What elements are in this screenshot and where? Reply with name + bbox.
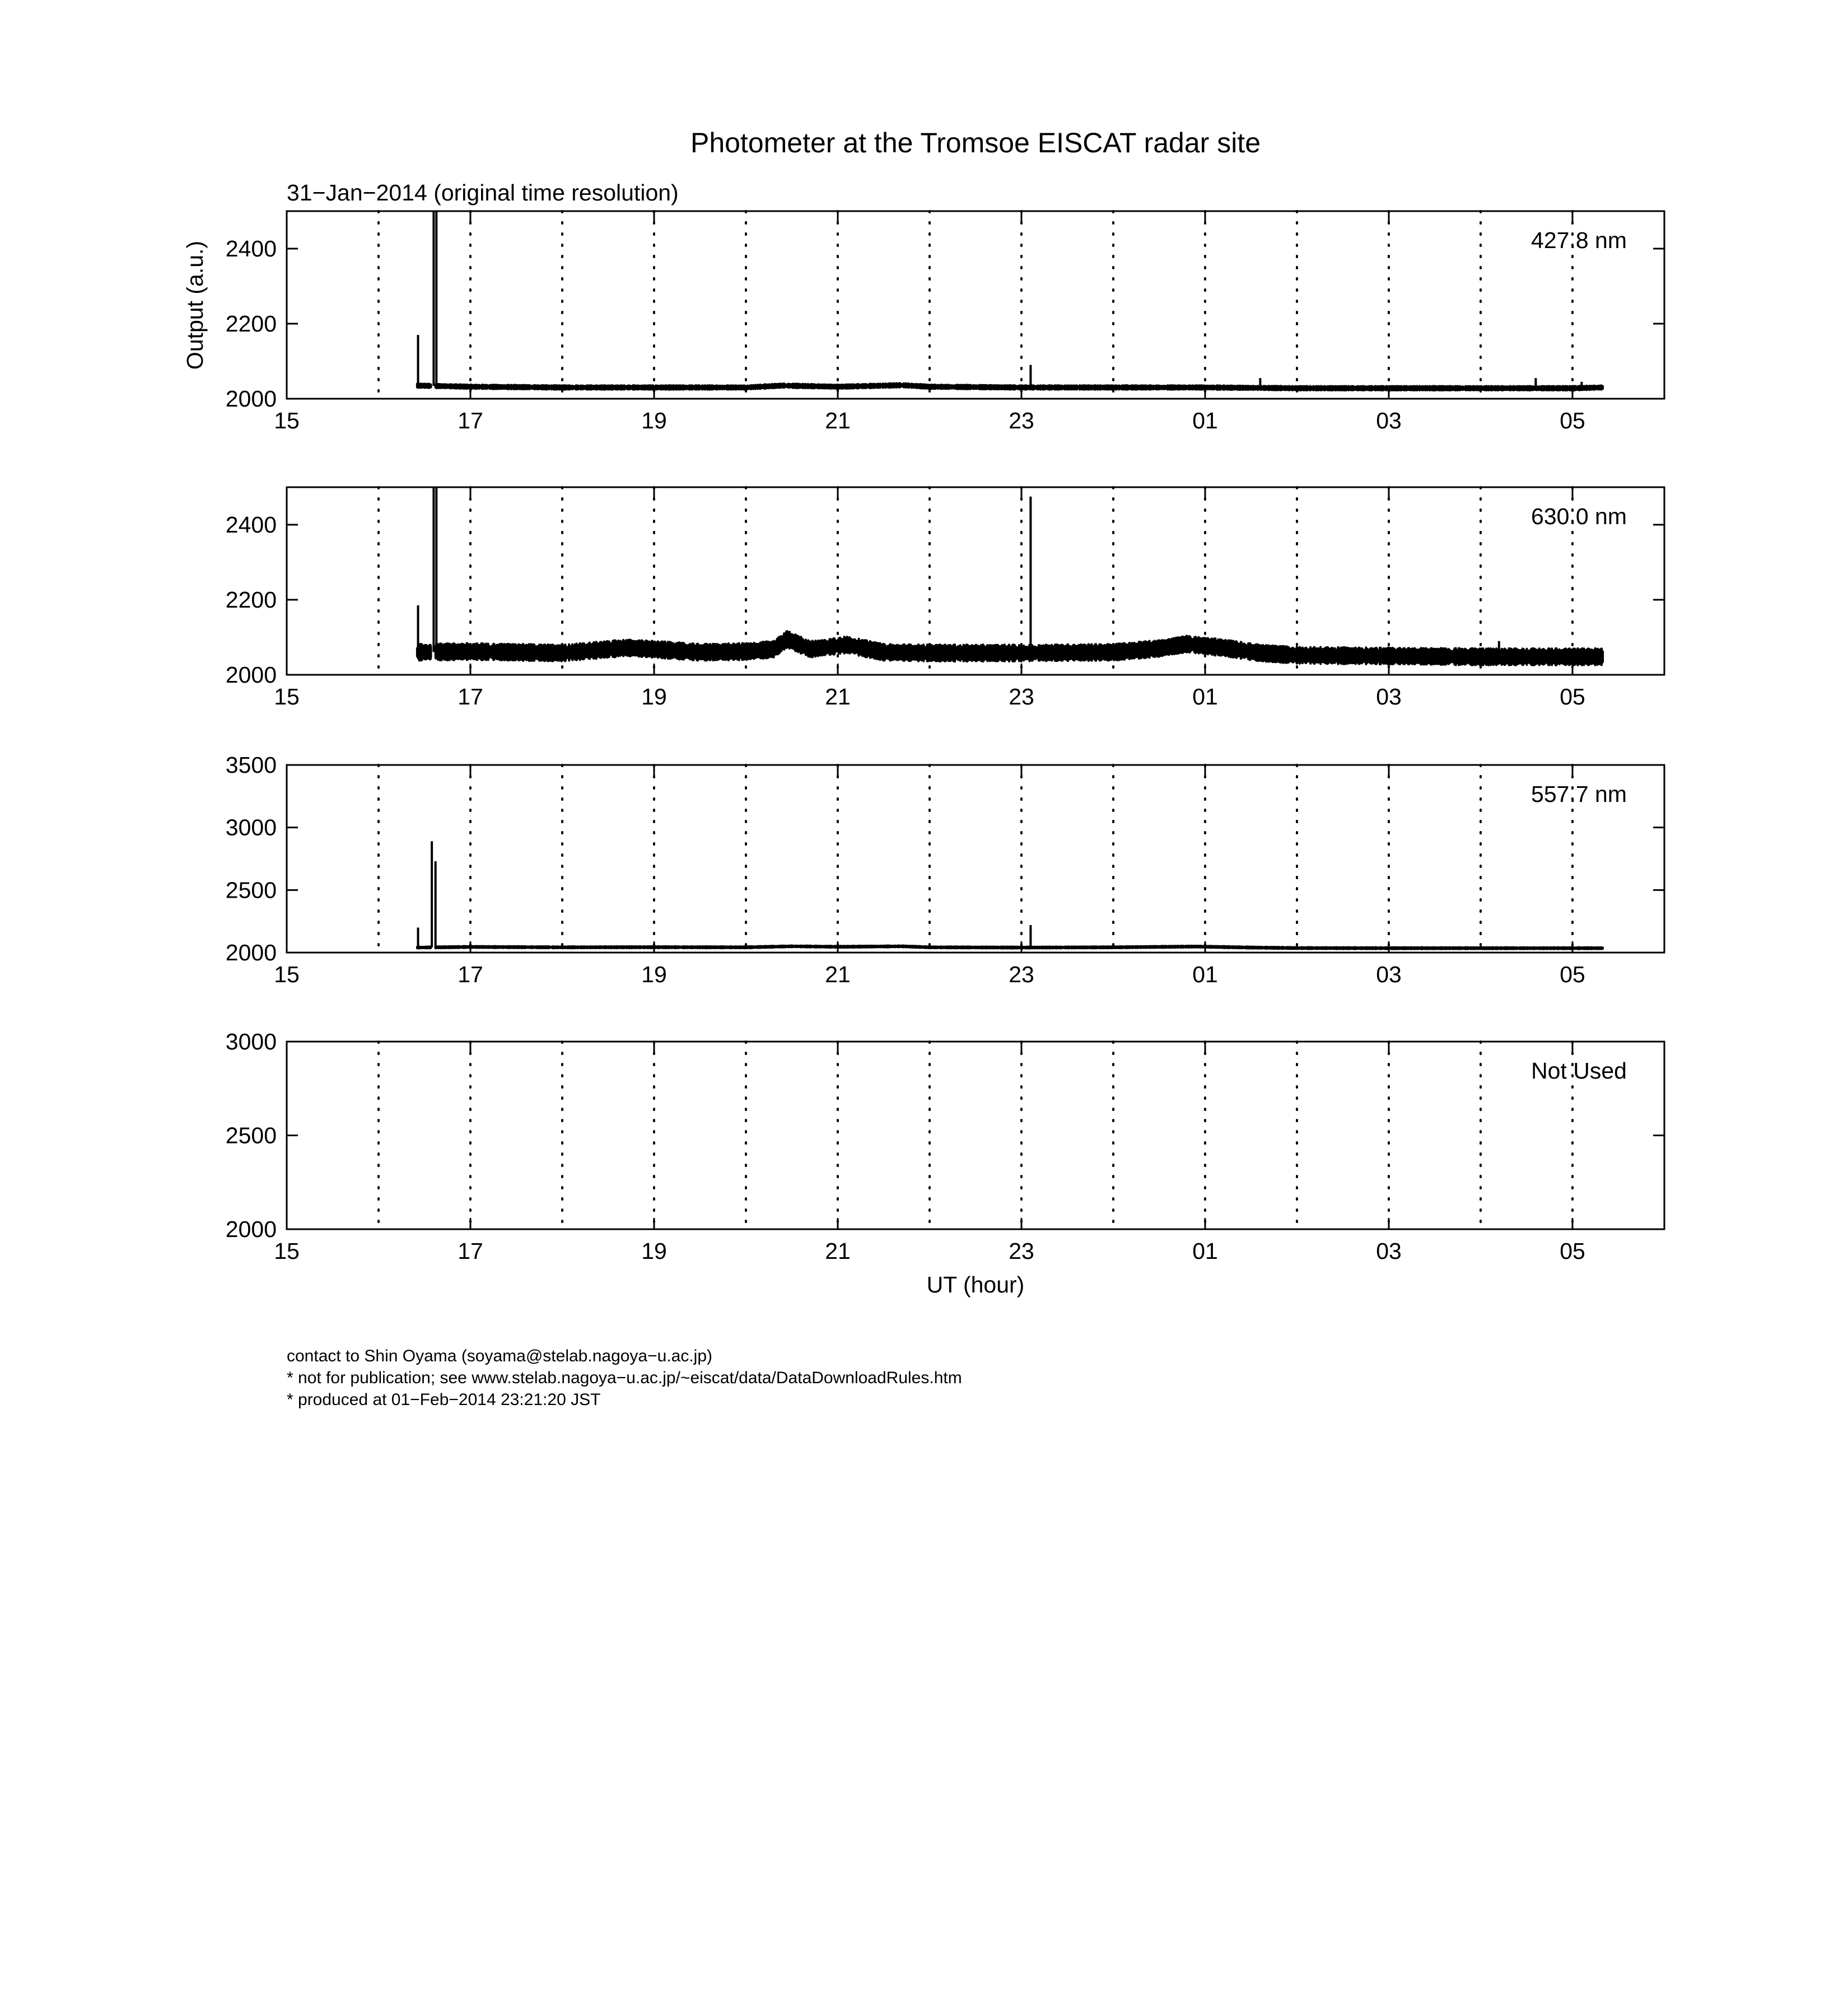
x-tick-label: 01 xyxy=(1192,962,1218,987)
panel-1 xyxy=(226,211,1664,433)
x-tick-label: 19 xyxy=(641,684,667,710)
x-tick-label: 15 xyxy=(274,962,300,987)
x-tick-label: 15 xyxy=(274,684,300,710)
x-tick-label: 21 xyxy=(825,962,851,987)
panel-wavelength-label: 427.8 nm xyxy=(1531,227,1627,253)
y-tick-label: 2200 xyxy=(225,311,277,337)
y-tick-label: 2000 xyxy=(225,940,277,965)
x-tick-label: 01 xyxy=(1192,1238,1218,1264)
chart-title: Photometer at the Tromsoe EISCAT radar site xyxy=(690,127,1261,158)
panel-2 xyxy=(226,487,1664,710)
panel-data xyxy=(417,487,1603,665)
x-tick-label: 05 xyxy=(1560,408,1585,433)
x-tick-label: 05 xyxy=(1560,1238,1585,1264)
y-axis-label: Output (a.u.) xyxy=(182,240,208,370)
series-band xyxy=(436,383,1603,390)
x-tick-label: 03 xyxy=(1376,1238,1402,1264)
x-tick-label: 19 xyxy=(641,408,667,433)
x-tick-label: 17 xyxy=(458,1238,483,1264)
x-tick-label: 19 xyxy=(641,962,667,987)
panel-frame xyxy=(287,765,1664,953)
x-tick-label: 01 xyxy=(1192,408,1218,433)
x-tick-label: 23 xyxy=(1009,962,1034,987)
x-tick-label: 05 xyxy=(1560,684,1585,710)
x-tick-label: 21 xyxy=(825,684,851,710)
footer-publication-note: * not for publication; see www.stelab.nagoya−u.ac.jp/~eiscat/data/DataDownloadRules.htm xyxy=(287,1369,962,1387)
footer-produced-at: * produced at 01−Feb−2014 23:21:20 JST xyxy=(287,1390,601,1409)
panel-frame xyxy=(287,1042,1664,1229)
y-tick-label: 2500 xyxy=(225,1122,277,1149)
x-tick-label: 21 xyxy=(825,408,851,433)
footer-notes xyxy=(287,1345,962,1411)
x-tick-label: 23 xyxy=(1009,1238,1034,1264)
y-tick-label: 2000 xyxy=(225,386,277,412)
panel-frame xyxy=(287,211,1664,399)
panel-3 xyxy=(226,752,1664,987)
chart-subtitle: 31−Jan−2014 (original time resolution) xyxy=(287,180,679,206)
series-band xyxy=(417,946,431,948)
y-tick-label: 3000 xyxy=(225,814,277,841)
x-tick-label: 05 xyxy=(1560,962,1585,987)
series-band xyxy=(436,945,1603,949)
x-tick-label: 03 xyxy=(1376,684,1402,710)
x-tick-label: 17 xyxy=(458,408,483,433)
y-tick-label: 2500 xyxy=(225,877,277,903)
x-axis-label: UT (hour) xyxy=(926,1272,1025,1298)
y-tick-label: 2400 xyxy=(225,236,277,262)
panel-4 xyxy=(226,1029,1664,1264)
x-tick-label: 23 xyxy=(1009,684,1034,710)
y-tick-label: 3000 xyxy=(225,1029,277,1054)
panel-wavelength-label: 557.7 nm xyxy=(1531,781,1627,807)
footer-contact: contact to Shin Oyama (soyama@stelab.nagoya−u.ac.jp) xyxy=(287,1347,713,1365)
series-band xyxy=(417,384,431,388)
x-tick-label: 19 xyxy=(641,1238,667,1264)
x-tick-label: 17 xyxy=(458,684,483,710)
x-tick-label: 15 xyxy=(274,408,300,433)
x-tick-label: 23 xyxy=(1009,408,1034,433)
x-tick-label: 15 xyxy=(274,1238,300,1264)
x-tick-label: 01 xyxy=(1192,684,1218,710)
y-tick-label: 2400 xyxy=(225,512,277,538)
panel-wavelength-label: 630.0 nm xyxy=(1531,503,1627,529)
y-tick-label: 3500 xyxy=(225,752,277,778)
panel-data xyxy=(417,211,1603,390)
panel-data xyxy=(417,841,1603,949)
x-tick-label: 17 xyxy=(458,962,483,987)
series-band xyxy=(417,644,431,660)
y-tick-label: 2000 xyxy=(225,662,277,688)
x-tick-label: 03 xyxy=(1376,408,1402,433)
x-tick-label: 03 xyxy=(1376,962,1402,987)
y-tick-label: 2000 xyxy=(225,1216,277,1242)
y-tick-label: 2200 xyxy=(225,587,277,613)
panel-wavelength-label: Not Used xyxy=(1531,1058,1627,1084)
series-band xyxy=(436,631,1603,665)
x-tick-label: 21 xyxy=(825,1238,851,1264)
